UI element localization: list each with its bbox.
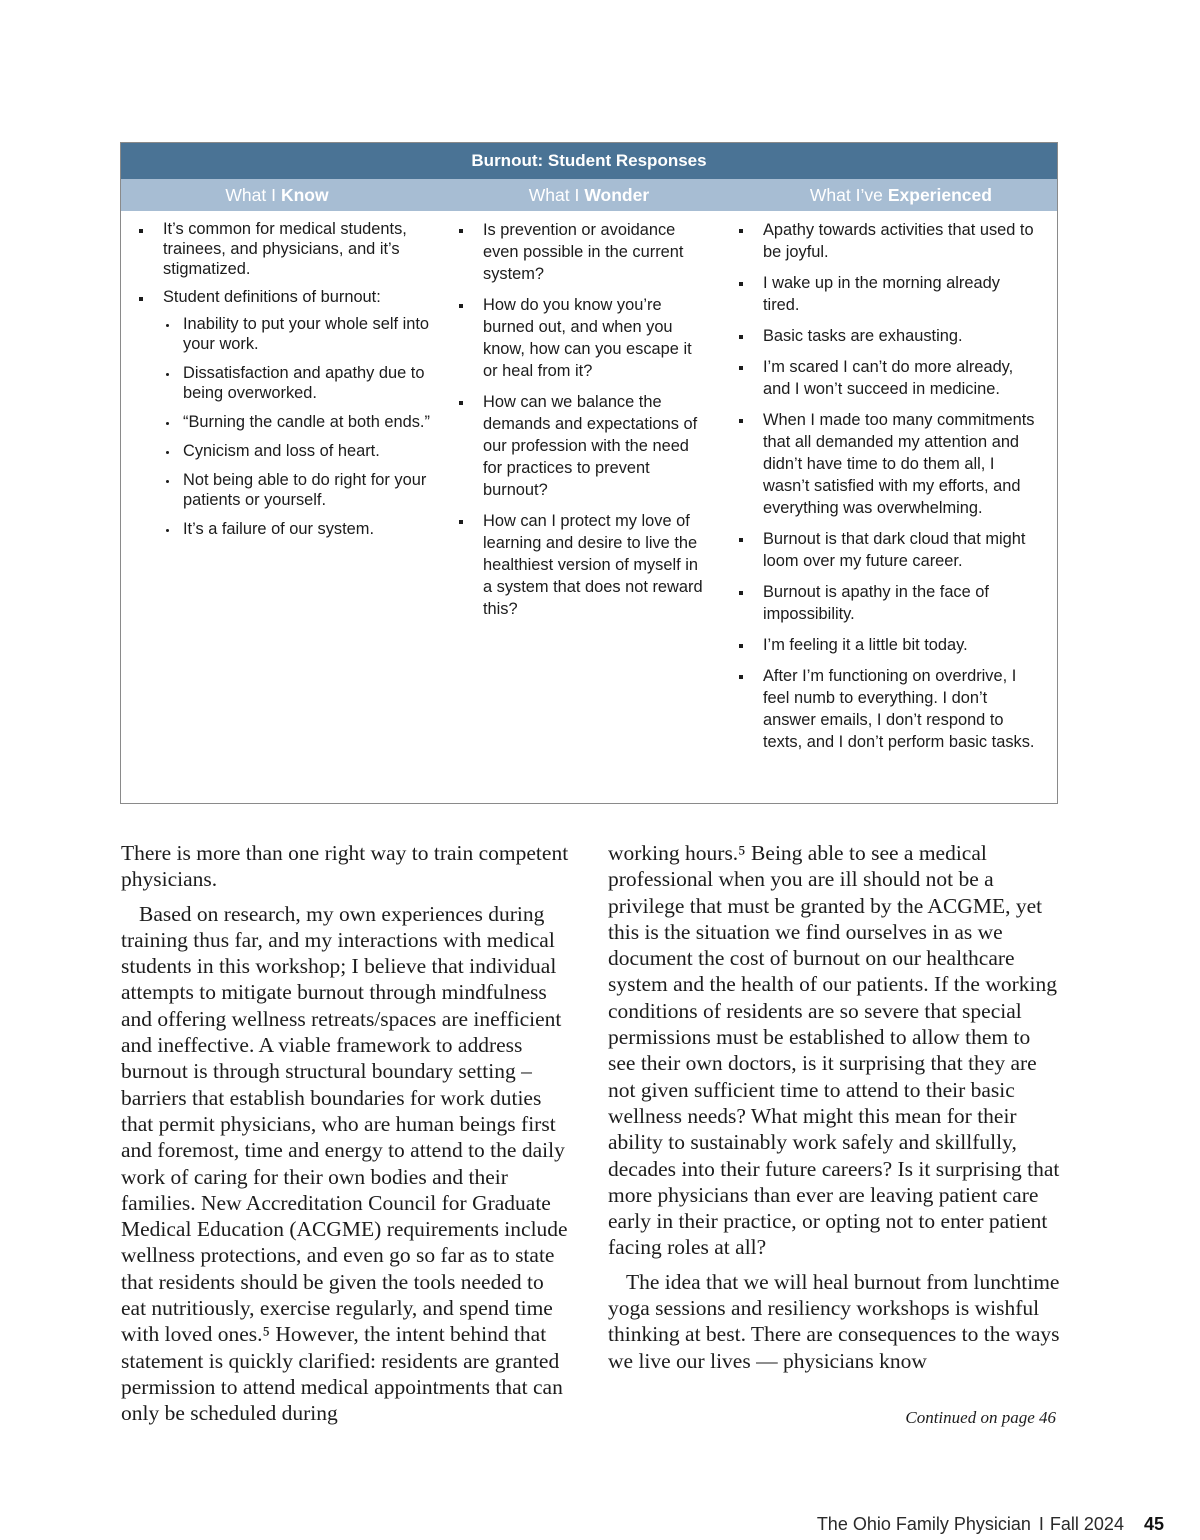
article-paragraph: working hours.⁵ Being able to see a medical professional when you are ill should not be a privilege that must be granted by the ACGME, yet this is the situation we find ourselves in as we document the cost of burnout on our healthcare system and the health of our patients. If the working conditions of residents are so severe that special permissions must be established to allow them to see their own doctors, is it surprising that they are not given sufficient time to attend to their basic wellness needs? What might this mean for their ability to sustainably work safely and skillfully, decades into their future careers? Is it surprising that more physicians than ever are leaving patient care early in their practice, or opting not to enter patient facing roles at all? xyxy=(608,841,1060,1260)
know-item xyxy=(139,287,439,539)
wonder-item: How can I protect my love of learning and desire to live the healthiest version of myself in a system that does not reward this? xyxy=(459,510,709,620)
wonder-item: Is prevention or avoidance even possible in the current system? xyxy=(459,219,709,285)
footer-separator: I xyxy=(1038,1514,1044,1534)
wonder-item: How can we balance the demands and expectations of our profession with the need for practices to prevent burnout? xyxy=(459,391,709,501)
burnout-definitions-list xyxy=(163,314,439,539)
page-number: 45 xyxy=(1143,1514,1164,1534)
article-column-left xyxy=(121,840,573,1427)
definition-item: It’s a failure of our system. xyxy=(163,519,439,539)
definition-item: “Burning the candle at both ends.” xyxy=(163,412,439,432)
table-title: Burnout: Student Responses xyxy=(121,143,1057,179)
experienced-column xyxy=(739,219,1039,762)
article-column-right xyxy=(608,840,1060,1374)
experienced-item: Burnout is that dark cloud that might loom over my future career. xyxy=(739,528,1039,572)
publication-name: The Ohio Family Physician xyxy=(816,1514,1031,1534)
know-column xyxy=(139,219,439,548)
definition-item: Inability to put your whole self into your work. xyxy=(163,314,439,354)
column-header-prefix: What I xyxy=(528,184,580,205)
experienced-item: When I made too many commitments that all demanded my attention and didn’t have time to do them all, I wasn’t satisfied with my efforts, and everything was overwhelming. xyxy=(739,409,1039,519)
column-header-emph: Wonder xyxy=(584,184,650,205)
experienced-item: After I’m functioning on overdrive, I feel numb to everything. I don’t answer emails, I don’t respond to texts, and I don’t perform basic tasks. xyxy=(739,665,1039,753)
know-item-label: Student definitions of burnout: xyxy=(163,288,381,306)
definition-item: Dissatisfaction and apathy due to being overworked. xyxy=(163,363,439,403)
article-paragraph: Based on research, my own experiences during training thus far, and my interactions with medical students in this workshop; I believe that individual attempts to mitigate burnout through mindfulness and offering wellness retreats/spaces are inefficient and ineffective. A viable framework to address burnout is through structural boundary setting – barriers that establish boundaries for work duties that permit physicians, who are human beings first and foremost, time and energy to attend to the daily work of caring for their own bodies and their families. New Accreditation Council for Graduate Medical Education (ACGME) requirements include wellness protections, and even go so far as to state that residents should be given the tools needed to eat nutritiously, exercise regularly, and spend time with loved ones.⁵ However, the intent behind that statement is quickly clarified: residents are granted permission to attend medical appointments that can only be scheduled during xyxy=(121,901,568,1426)
experienced-item: Apathy towards activities that used to be joyful. xyxy=(739,219,1039,263)
experienced-item: I wake up in the morning already tired. xyxy=(739,272,1039,316)
column-header-emph: Know xyxy=(280,184,329,205)
table-column-headers xyxy=(121,179,1057,211)
burnout-table xyxy=(120,142,1058,804)
know-item: It’s common for medical students, trainees, and physicians, and it’s stigmatized. xyxy=(139,219,439,279)
column-header-experienced xyxy=(745,179,1057,211)
column-header-emph: Experienced xyxy=(887,184,992,205)
definition-item: Not being able to do right for your patients or yourself. xyxy=(163,470,439,510)
experienced-item: I’m scared I can’t do more already, and I won’t succeed in medicine. xyxy=(739,356,1039,400)
experienced-item: Burnout is apathy in the face of impossibility. xyxy=(739,581,1039,625)
definition-item: Cynicism and loss of heart. xyxy=(163,441,439,461)
column-header-prefix: What I’ve xyxy=(809,184,883,205)
column-header-prefix: What I xyxy=(225,184,276,205)
continued-note: Continued on page 46 xyxy=(905,1408,1056,1427)
experienced-item: Basic tasks are exhausting. xyxy=(739,325,1039,347)
article-paragraph: The idea that we will heal burnout from lunchtime yoga sessions and resiliency workshops is wishful thinking at best. There are consequences to the ways we live our lives — physicians know xyxy=(608,1269,1060,1373)
column-header-wonder xyxy=(433,179,745,211)
issue-label: Fall 2024 xyxy=(1049,1514,1124,1534)
page-footer xyxy=(817,1514,1164,1535)
wonder-column xyxy=(459,219,709,629)
article-paragraph: There is more than one right way to train competent physicians. xyxy=(121,841,569,892)
column-header-know xyxy=(121,179,433,211)
experienced-item: I’m feeling it a little bit today. xyxy=(739,634,1039,656)
wonder-item: How do you know you’re burned out, and when you know, how can you escape it or heal from it? xyxy=(459,294,709,382)
